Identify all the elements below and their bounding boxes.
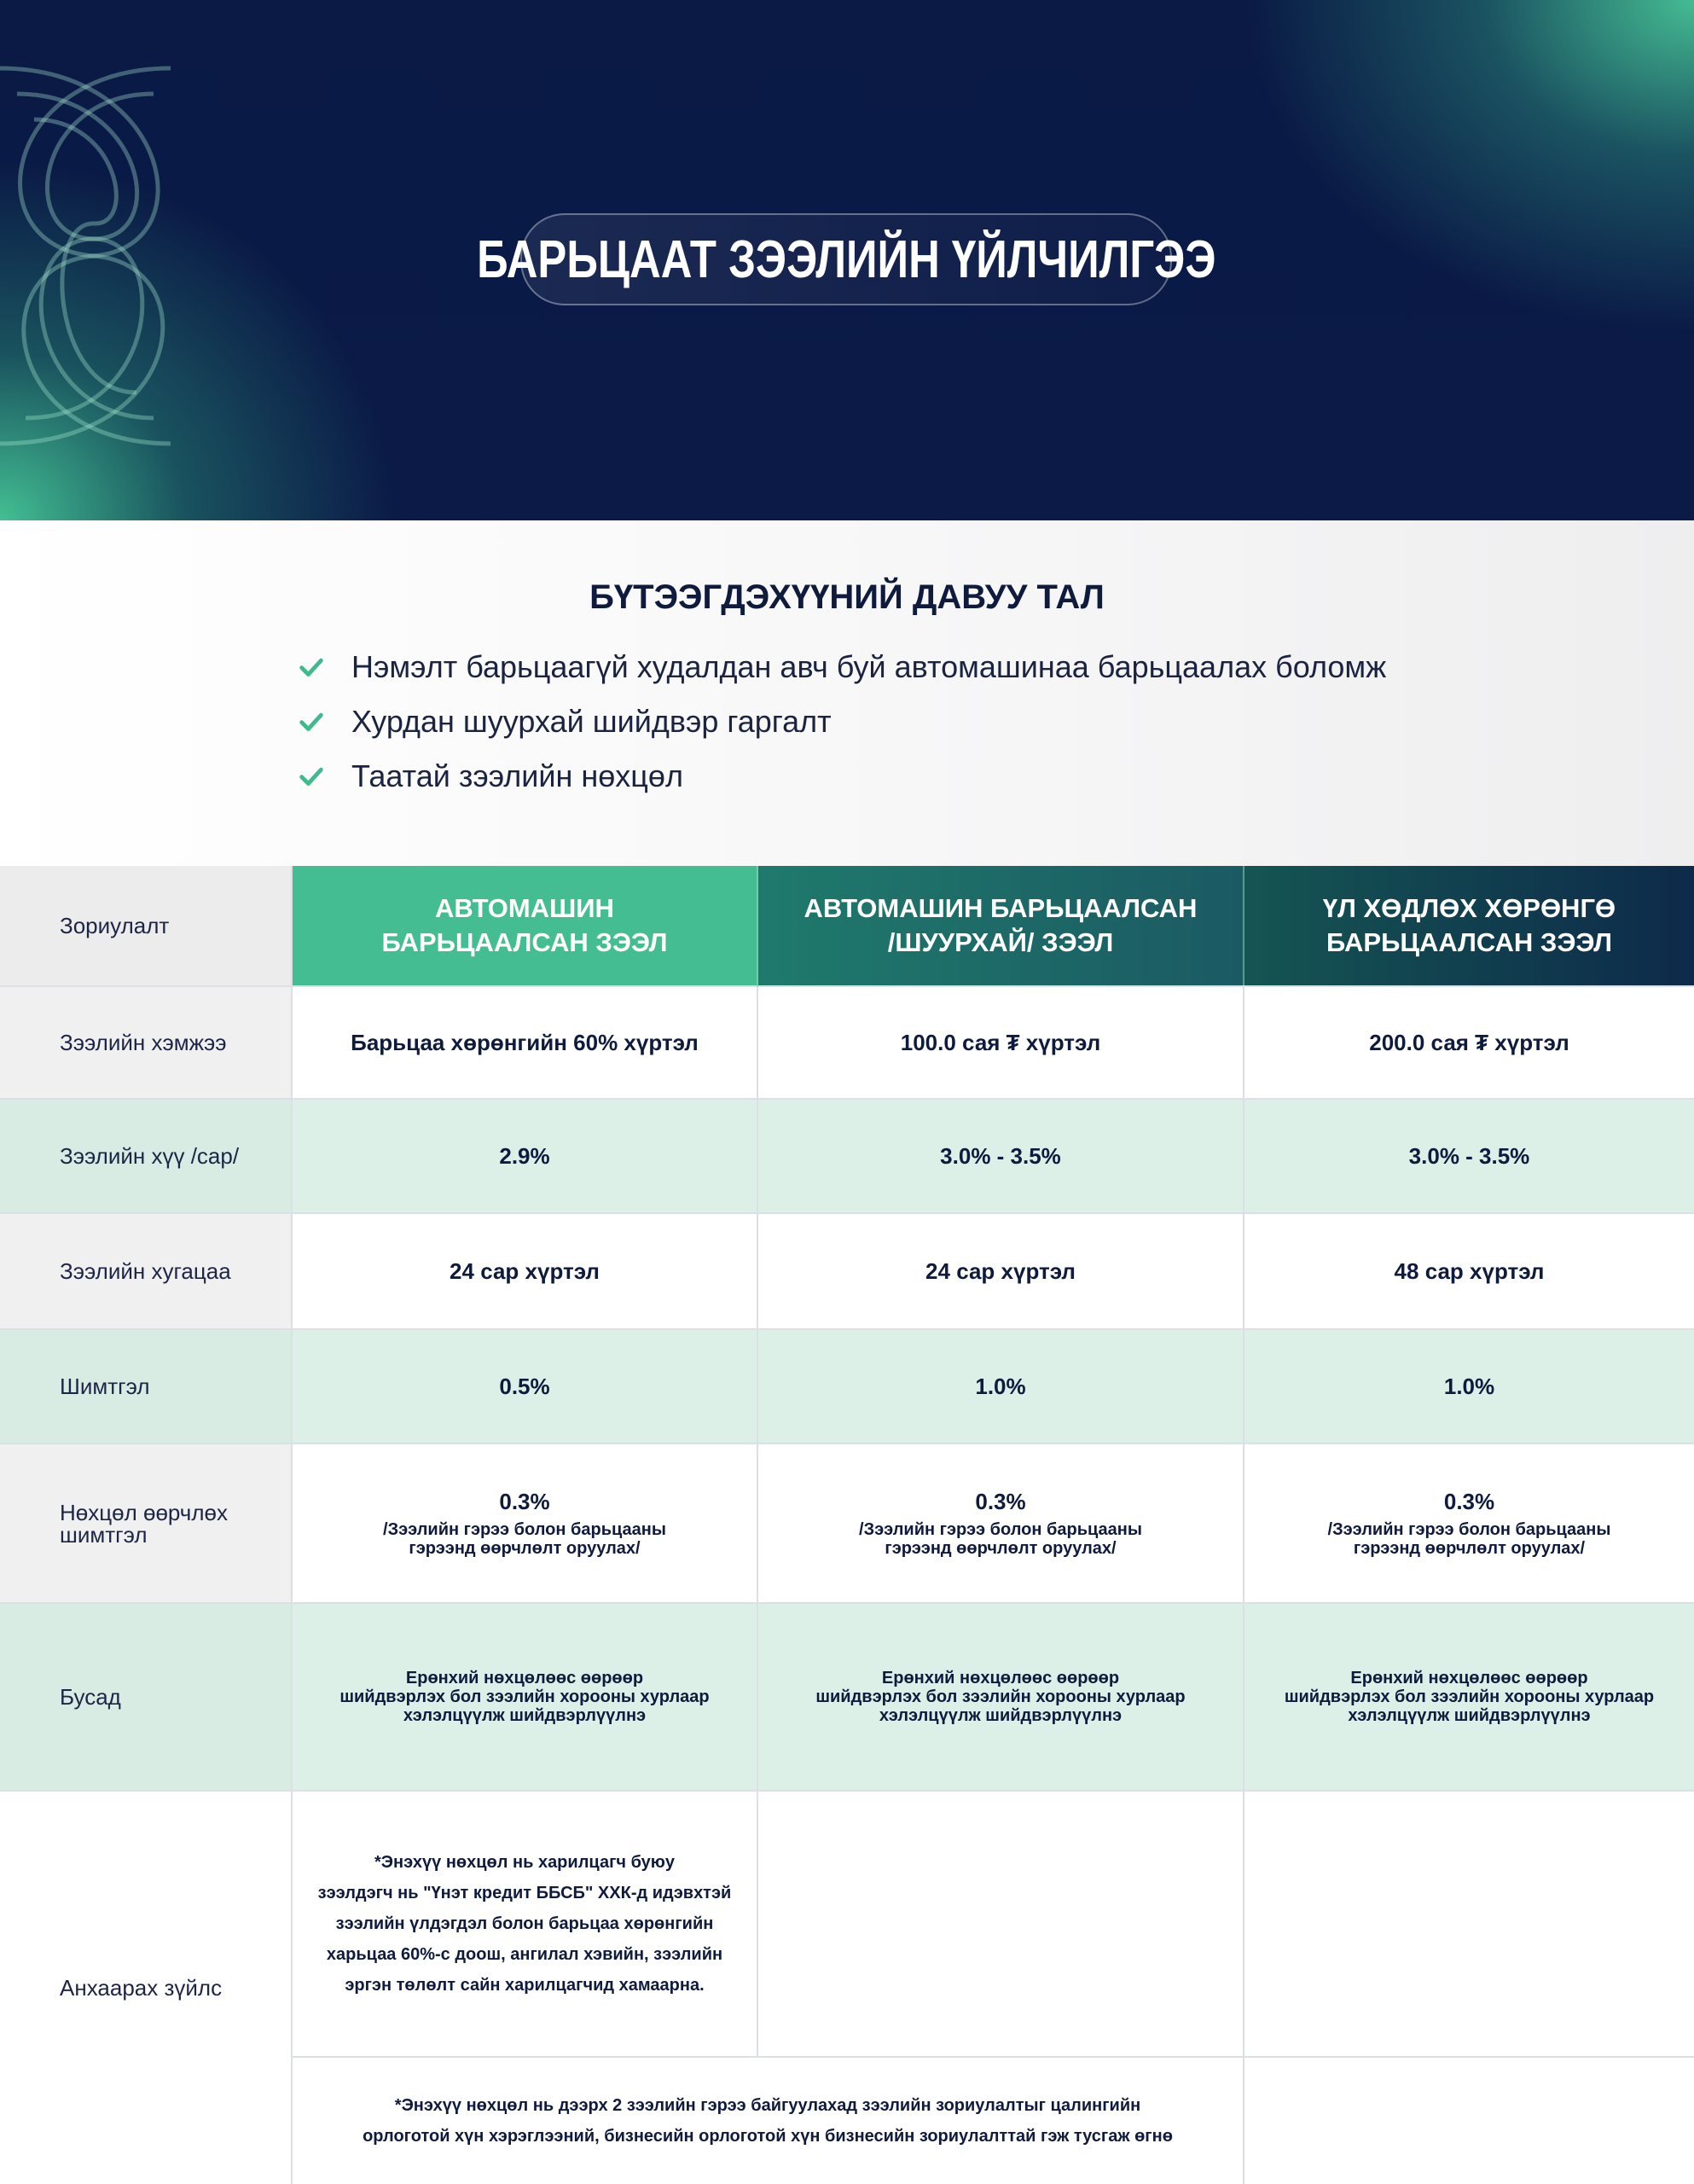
note1-line5: эргэн төлөлт сайн харилцагчид хамаарна. (345, 1976, 705, 1995)
other-line2: шийдвэрлэх бол зээлийн хорооны хурлаар (815, 1687, 1186, 1706)
row-label-change-fee (0, 1444, 293, 1604)
loan-comparison-table (0, 866, 1694, 2184)
advantage-item (297, 640, 1386, 694)
note1-line2: зээлдэгч нь "Үнэт кредит ББСБ" ХХК-д идэвхтэй (317, 1884, 732, 1902)
other-line1: Ерөнхий нөхцөлөөс өөрөөр (881, 1669, 1120, 1687)
rate-col3: 3.0% - 3.5% (1244, 1100, 1694, 1214)
advantage-text: Нэмэлт барьцаагүй худалдан авч буй автомашинаа барьцаалах боломж (351, 649, 1387, 684)
other-col2 (758, 1604, 1244, 1792)
header-col1-line2: БАРЬЦААЛСАН ЗЭЭЛ (381, 927, 668, 957)
row-label-fee: Шимтгэл (0, 1330, 293, 1444)
change-fee-value: 0.3% (975, 1489, 1026, 1514)
header-col3-line2: БАРЬЦААЛСАН ЗЭЭЛ (1326, 927, 1613, 957)
hero-banner (0, 0, 1694, 520)
notes-shared (293, 2058, 1244, 2184)
advantage-item (297, 749, 1386, 804)
note1-line4: харьцаа 60%-с доош, ангилал хэвийн, зээлийн (326, 1945, 723, 1964)
note1-line3: зээлийн үлдэгдэл болон барьцаа хөрөнгийн (335, 1914, 714, 1933)
advantage-text: Таатай зээлийн нөхцөл (351, 758, 683, 793)
row-label-other: Бусад (0, 1604, 293, 1792)
amount-col1: Барьцаа хөрөнгийн 60% хүртэл (293, 987, 758, 1100)
advantages-title: БҮТЭЭГДЭХҮҮНИЙ ДАВУУ ТАЛ (589, 578, 1105, 616)
note1-line1: *Энэхүү нөхцөл нь харилцагч буюу (374, 1853, 675, 1872)
fee-col2: 1.0% (758, 1330, 1244, 1444)
check-icon (297, 653, 326, 682)
fee-col1: 0.5% (293, 1330, 758, 1444)
hero-title-pill (476, 213, 1216, 305)
other-col1 (293, 1604, 758, 1792)
other-line3: хэлэлцүүлж шийдвэрлүүлнэ (403, 1706, 647, 1725)
change-fee-col1 (293, 1444, 758, 1604)
notes-col3-empty (1244, 1792, 1694, 2058)
notes-col3-empty-bottom (1244, 2058, 1694, 2184)
notes-col2-empty (758, 1792, 1244, 2058)
term-col1: 24 сар хүртэл (293, 1214, 758, 1330)
rate-col1: 2.9% (293, 1100, 758, 1214)
change-fee-note-line1: /Зээлийн гэрээ болон барьцааны (859, 1520, 1142, 1539)
header-col-real-estate-loan (1244, 866, 1694, 987)
other-line2: шийдвэрлэх бол зээлийн хорооны хурлаар (1284, 1687, 1655, 1706)
row-label-notes: Анхаарах зүйлс (0, 1792, 293, 2184)
term-col2: 24 сар хүртэл (758, 1214, 1244, 1330)
header-col-fast-auto-loan (758, 866, 1244, 987)
check-icon (297, 707, 326, 736)
header-col2-line2: /ШУУРХАЙ/ ЗЭЭЛ (887, 927, 1114, 957)
other-col3 (1244, 1604, 1694, 1792)
row-label-rate: Зээлийн хүү /сар/ (0, 1100, 293, 1214)
note2-line2: орлоготой хүн хэрэглээний, бизнесийн орлоготой хүн бизнесийн зориулалттай гэж тусгаж өгнө (363, 2127, 1173, 2146)
header-col2-line1: АВТОМАШИН БАРЬЦААЛСАН (803, 893, 1198, 923)
amount-col3: 200.0 сая ₮ хүртэл (1244, 987, 1694, 1100)
note2-line1: *Энэхүү нөхцөл нь дээрх 2 зээлийн гэрээ байгуулахад зээлийн зориулалтыг цалингийн (394, 2096, 1141, 2115)
row-label-amount: Зээлийн хэмжээ (0, 987, 293, 1100)
change-fee-note-line1: /Зээлийн гэрээ болон барьцааны (1327, 1520, 1611, 1539)
change-fee-note-line1: /Зээлийн гэрээ болон барьцааны (383, 1520, 666, 1539)
advantage-item (297, 694, 1386, 749)
change-fee-label-line1: Нөхцөл өөрчлөх (60, 1499, 228, 1525)
change-fee-label-line2: шимтгэл (60, 1521, 148, 1548)
rate-col2: 3.0% - 3.5% (758, 1100, 1244, 1214)
brand-logo-icon (0, 34, 239, 478)
change-fee-value: 0.3% (499, 1489, 550, 1514)
change-fee-value: 0.3% (1443, 1489, 1495, 1514)
advantage-text: Хурдан шуурхай шийдвэр гаргалт (351, 704, 832, 739)
header-col3-line1: ҮЛ ХӨДЛӨХ ХӨРӨНГӨ (1322, 893, 1616, 923)
check-icon (297, 762, 326, 791)
advantages-section (0, 520, 1694, 866)
change-fee-note-line2: гэрээнд өөрчлөлт оруулах/ (409, 1539, 641, 1558)
amount-col2: 100.0 сая ₮ хүртэл (758, 987, 1244, 1100)
other-line2: шийдвэрлэх бол зээлийн хорооны хурлаар (339, 1687, 710, 1706)
other-line1: Ерөнхий нөхцөлөөс өөрөөр (1350, 1669, 1588, 1687)
other-line3: хэлэлцүүлж шийдвэрлүүлнэ (879, 1706, 1123, 1725)
header-label: Зориулалт (0, 866, 293, 987)
change-fee-note-line2: гэрээнд өөрчлөлт оруулах/ (885, 1539, 1117, 1558)
change-fee-note-line2: гэрээнд өөрчлөлт оруулах/ (1353, 1539, 1586, 1558)
advantages-list (297, 640, 1386, 804)
hero-title: БАРЬЦААТ ЗЭЭЛИЙН ҮЙЛЧИЛГЭЭ (476, 229, 1216, 289)
change-fee-col3 (1244, 1444, 1694, 1604)
notes-col1 (293, 1792, 758, 2058)
other-line1: Ерөнхий нөхцөлөөс өөрөөр (405, 1669, 644, 1687)
other-line3: хэлэлцүүлж шийдвэрлүүлнэ (1348, 1706, 1591, 1725)
header-col-auto-loan (293, 866, 758, 987)
row-label-term: Зээлийн хугацаа (0, 1214, 293, 1330)
fee-col3: 1.0% (1244, 1330, 1694, 1444)
term-col3: 48 сар хүртэл (1244, 1214, 1694, 1330)
change-fee-col2 (758, 1444, 1244, 1604)
header-col1-line1: АВТОМАШИН (435, 893, 614, 923)
